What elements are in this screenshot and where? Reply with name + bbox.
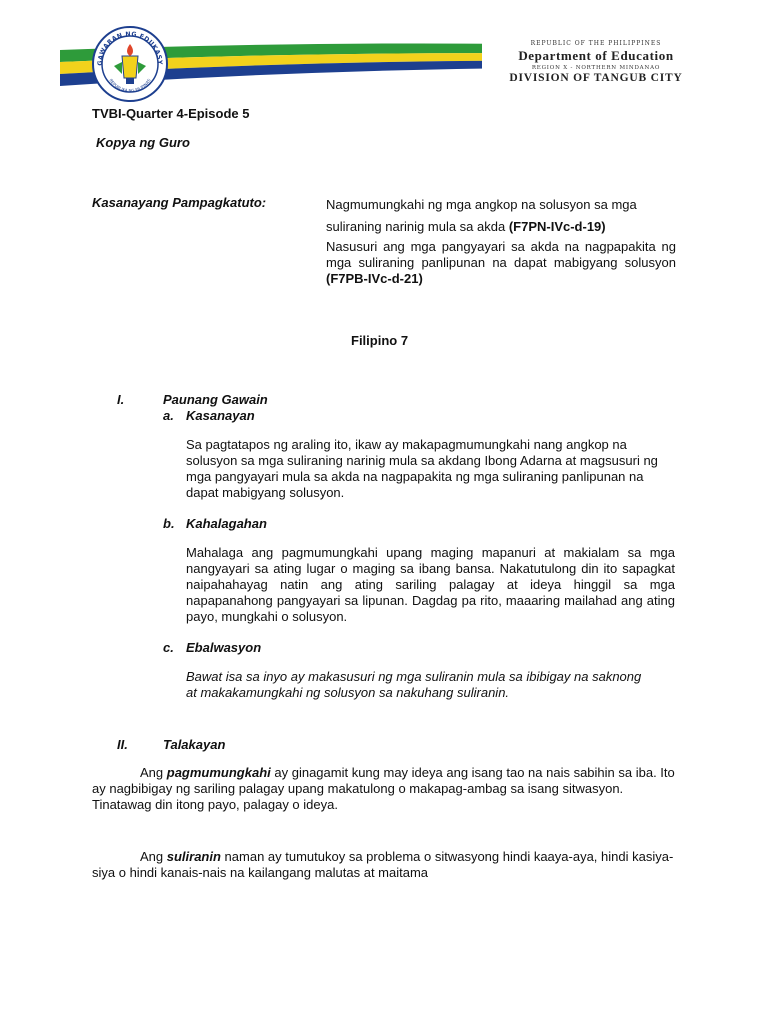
copy-label: Kopya ng Guro <box>96 135 190 150</box>
p1-rest: ay ginagamit kung may ideya ang isang tao na nais sabihin sa iba. Ito ay nagbibigay ng sariling palagay upang makatulong o makapag-ambag sa isang sitwasyon. Tinatawag din itong payo, palagay o ideya. <box>92 765 675 812</box>
competency-2 <box>326 239 676 287</box>
section-2-title: Talakayan <box>163 737 226 752</box>
paragraph-pagmumungkahi <box>92 765 678 813</box>
competency-1-code: (F7PN-IVc-d-19) <box>508 219 606 234</box>
p1-start: Ang <box>140 765 167 780</box>
competency-2-text: Nasusuri ang mga pangyayari sa akda na nagpapakita ng mga suliraning panlipunan na dapat mabigyang solusyon <box>326 239 676 270</box>
sub-b-text: Mahalaga ang pagmumungkahi upang maging mapanuri at makialam sa mga nangyayari sa ating lugar o maging sa ibang bansa. Nakatutulong din ito sapagkat naipahahayag natin ang ating sariling palagay at ideya hinggil sa mga napapanahong pangyayari sa lipunan. Dagdag pa rito, maaaring mailahad ang ating payo, mungkahi o solusyon. <box>186 545 675 624</box>
sub-b-title: Kahalagahan <box>186 516 267 531</box>
competency-label: Kasanayang Pampagkatuto: <box>92 195 267 210</box>
sub-a-text: Sa pagtatapos ng araling ito, ikaw ay makapagmumungkahi nang angkop na solusyon sa mga suliraning narinig mula sa akdang Ibong Adarna at magsusuri ng mga pangyayari mula sa akda na nagpapakita ng mga suliraning panlipunan na dapat mabigyang solusyon. <box>186 437 658 500</box>
sub-c-title: Ebalwasyon <box>186 640 262 655</box>
region-label: REGION X - NORTHERN MINDANAO <box>531 65 661 71</box>
competency-1-line1: Nagmumungkahi ng mga angkop na solusyon sa mga <box>326 197 637 212</box>
section-1-numeral: I. <box>117 392 125 407</box>
competency-1-line2: suliraning narinig mula sa akda <box>326 219 509 234</box>
sub-a-title: Kasanayan <box>186 408 255 423</box>
section-2-numeral: II. <box>117 737 128 752</box>
sub-a-letter: a. <box>163 408 174 423</box>
sub-c-text: Bawat isa sa inyo ay makasusuri ng mga suliranin mula sa ibibigay na saknong at makakamungkahi ng solusyon sa nakuhang suliranin. <box>186 669 642 700</box>
republic-label: REPUBLIC OF THE PHILIPPINES <box>530 40 662 47</box>
deped-seal-logo <box>92 26 168 102</box>
competency-2-code: (F7PB-IVc-d-21) <box>326 271 423 286</box>
sub-c-letter: c. <box>163 640 174 655</box>
section-1-title: Paunang Gawain <box>163 392 268 407</box>
department-label: Department of Education <box>518 48 674 63</box>
episode-title: TVBI-Quarter 4-Episode 5 <box>92 106 250 121</box>
p2-rest: naman ay tumutukoy sa problema o sitwasyong hindi kaaya-aya, hindi kasiya-siya o hindi kanais-nais na kailangang malutas at maitama <box>92 849 674 880</box>
deped-header-text <box>486 40 706 84</box>
sub-b-letter: b. <box>163 516 175 531</box>
p2-term: suliranin <box>166 849 221 864</box>
subject-title: Filipino 7 <box>351 333 409 348</box>
seal-text: GAWARAN NG EDUKASY <box>96 30 164 66</box>
p1-term: pagmumungkahi <box>166 765 271 780</box>
seal-text-bottom: REPUBLIKA NG PILIPINAS <box>108 77 152 94</box>
p2-start: Ang <box>140 849 167 864</box>
paragraph-suliranin <box>92 849 678 881</box>
competency-1 <box>326 194 676 238</box>
division-label: DIVISION OF TANGUB CITY <box>509 72 683 84</box>
